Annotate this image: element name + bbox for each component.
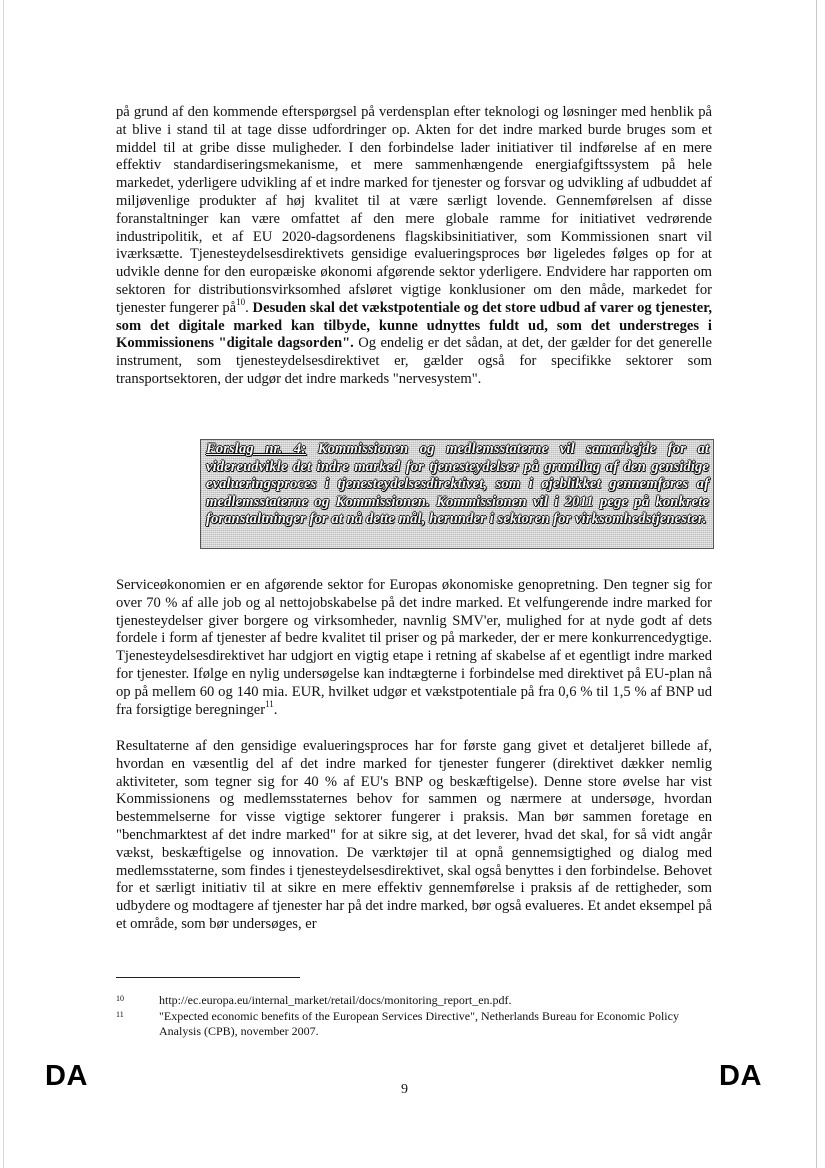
language-code-right: DA: [719, 1060, 762, 1092]
footnote-ref-11[interactable]: 11: [265, 698, 274, 709]
footnote-ref-10[interactable]: 10: [236, 296, 246, 307]
proposal-label: Forslag nr. 4:: [206, 441, 307, 457]
proposal-box: [200, 439, 714, 549]
paragraph-1-text: på grund af den kommende efterspørgsel på verdensplan efter teknologi og løsninger med henblik på at blive i stand til at tage disse udfordringer op. Akten for det indre marked burde bruges som et middel til at gribe disse muligheder. I den forbindelse lader initiativer til indførelse af en mere effektiv standardiseringsmekanisme, et mere sammenhængende energiafgiftssystem på hele markedet, yderligere udvikling af et indre marked for tjenester og forsvar og udvikling af udbuddet af miljøvenlige produkter af høj kvalitet til at være særligt lovende. Gennemførelsen af disse foranstaltninger kan være omfattet af den mere globale ramme for initiativet vedrørende industripolitik, et af EU 2020-dagsordenens flagskibsinitiativer, som Kommissionen snart vil iværksætte. Tjenesteydelsesdirektivets gensidige evalueringsproces bør ligeledes følges op for at udvikle denne for den europæiske økonomi afgørende sektor yderligere. Endvidere har rapporten om sektoren for distributionsvirksomhed afsløret vigtige konklusioner om den måde, markedet for tjenester fungerer på: [116, 104, 712, 316]
paragraph-3-text: Resultaterne af den gensidige evalueringsproces har for første gang givet et detaljeret billede af, hvordan en væsentlig del af det indre marked for tjenester fungerer (direktivet dækker nemlig aktiviteter, som tegner sig for 40 % af EU's BNP og beskæftigelse). Denne store øvelse har vist Kommissionens og medlemsstaternes behov for sammen og nærmere at undersøge, hvordan bestemmelserne for visse vigtige sektorer fungerer i praksis. Man bør sammen foretage en "benchmarktest af det indre marked" for at sikre sig, at det leverer, hvad det skal, for så vidt angår vækst, beskæftigelse og innovation. De værktøjer til at opnå gennemsigtighed og dialog med medlemsstaterne, som findes i tjenesteydelsesdirektivet, skal også benyttes i den forbindelse. Behovet for et særligt initiativ til at sikre en mere effektiv gennemførelse i praksis af de rettigheder, som udbydere og modtagere af tjenester har på det indre marked, bør også evalueres. Et andet eksempel på et område, som bør undersøges, er: [116, 738, 712, 932]
body-paragraph-1: [116, 104, 712, 389]
footnote-link[interactable]: http://ec.europa.eu/internal_market/retail/docs/monitoring_report_en.pdf.: [159, 993, 512, 1007]
scan-edge-left: [3, 0, 4, 1168]
page-number: 9: [401, 1082, 408, 1097]
paragraph-1-bold-text: Desuden skal det vækstpotentiale og det store udbud af varer og tjenester, som det digitale marked kan tilbyde, kunne udnyttes fuldt ud, som det understreges i Kommissionens "digitale dagsorden".: [116, 299, 713, 352]
language-code-left: DA: [45, 1060, 88, 1092]
paragraph-1-ending: Og endelig er det sådan, at det, der gælder for det generelle instrument, som tjenesteydelsesdirektivet er, gælder også for specifikke sektorer som transportsektoren, der udgør det indre markeds "nervesystem".: [116, 335, 712, 387]
proposal-body: Kommissionen og medlemsstaterne vil samarbejde for at videreudvikle det indre marked for tjenesteydelser på grundlag af den gensidige evalueringsproces i tjenesteydelsesdirektivet, som i øjeblikket gennemføres af medlemsstaterne og Kommissionen. Kommissionen vil i 2011 pege på konkrete foranstaltninger for at nå dette mål, herunder i sektoren for virksomhedstjenester.: [206, 441, 709, 528]
scan-edge-right: [816, 0, 817, 1168]
paragraph-1-separator: .: [245, 299, 253, 316]
footnote-number: 11: [116, 1010, 124, 1019]
paragraph-2-end: .: [273, 701, 278, 718]
proposal-text: [206, 441, 709, 529]
body-paragraph-2: [116, 577, 712, 719]
body-paragraph-3: [116, 738, 712, 934]
paragraph-2-text: Serviceøkonomien er en afgørende sektor for Europas økonomiske genopretning. Den tegner sig for over 70 % af alle job og al nettojobskabelse på det indre marked. Et velfungerende indre marked for tjenesteydelser giver borgere og virksomheder, navnlig SMV'er, mulighed for at nyde godt af dets fordele i form af tjenester af bedre kvalitet til priser og på markeder, der er mere konkurrencedygtige. Tjenesteydelsesdirektivet har udgjort en vigtig etape i retning af skabelse af et egentligt indre marked for tjenester. Ifølge en nylig undersøgelse kan indtægterne i forbindelse med direktivet på EU-plan nå op på mellem 60 og 140 mia. EUR, hvilket udgør et vækstpotentiale på fra 0,6 % til 1,5 % af BNP ud fra forsigtige beregninger: [116, 577, 712, 718]
footnote-number: 10: [116, 994, 124, 1003]
footnote-separator: [116, 977, 300, 978]
footnote-text: "Expected economic benefits of the European Services Directive", Netherlands Bureau for Economic Policy Analysis (CPB), november 2007.: [159, 1009, 679, 1038]
